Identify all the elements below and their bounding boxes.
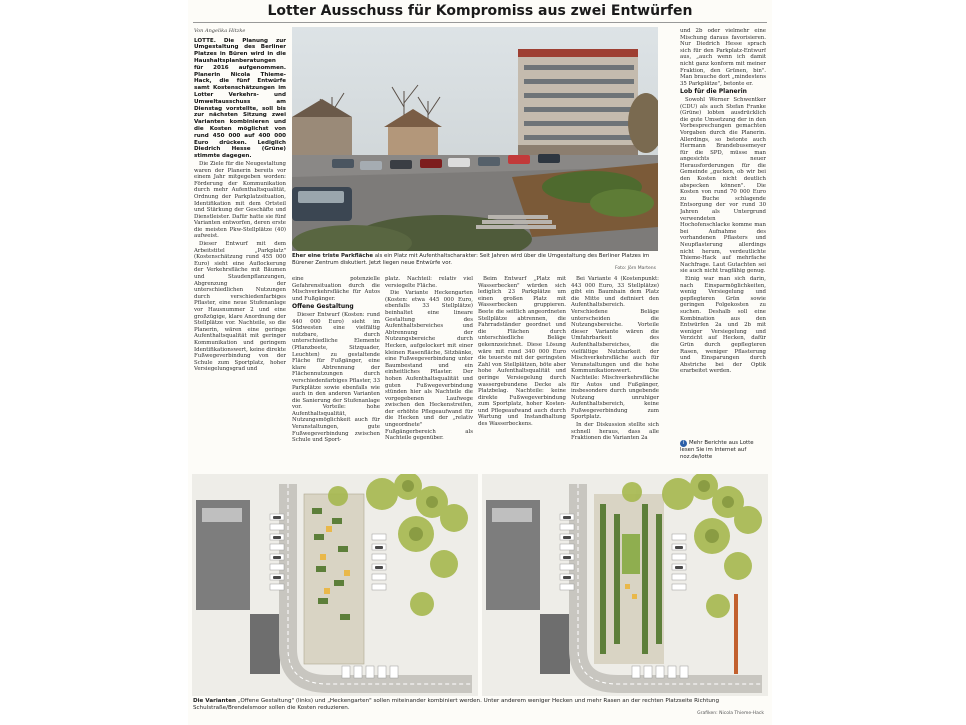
body-paragraph: Einig war man sich darin, nach Einsparmöglichkeiten, wenig Versiegelung und gepflegteren Grün sowie geringen Folgekosten zu suchen. Deshalb soll eine Kombination aus den Entwürfen 2a und 2b mit weniger Versiegelung und Verzicht auf Hecken, dafür Grün durch gepflegteren Rasen, weniger Pflasterung und Einsparungen durch Abstriche bei der Optik erarbeitet werden. [680, 275, 766, 375]
body-paragraph: In der Diskussion stellte sich schnell heraus, dass alle Fraktionen die Varianten 2a [571, 422, 659, 442]
subheading-offene-gestaltung: Offene Gestaltung [292, 303, 354, 311]
headline: Lotter Ausschuss für Kompromiss aus zwei Entwürfen [267, 3, 693, 19]
site-plan-drawing [482, 474, 768, 696]
subheading-lob: Lob für die Planerin [680, 88, 747, 96]
body-paragraph: Beim Entwurf „Platz mit Wasserbecken" würden sich lediglich 23 Parkplätze um einen großen Platz mit Wasserbecken gruppieren. Beete die seitlich angeordneten Stellplätze abtrennen, die Fahrradständer geordnet und die Flächen durch unterschiedliche Beläge gekennzeichnet. Diese Lösung wäre mit rund 340 000 Euro die teuerste mit der geringsten Zahl von Stellplätzen, böte aber hohe Aufenthaltsqualität und geringe Versiegelung durch wassergebundene Decke als Platzbelag. Nachteile: keine direkte Fußwegeverbindung zum Sportplatz, hoher Kosten- und Pflegeaufwand auch durch Wartung und Instandhaltung des Wasserbeckens. [478, 276, 566, 428]
newspaper-page [188, 0, 772, 725]
photo-caption-bold: Eher eine triste Parkfläche [292, 253, 373, 259]
plans-caption [193, 698, 767, 712]
site-plan-heckengarten [482, 474, 768, 696]
body-paragraph: Die Variante Heckengarten (Kosten: etwa 445 000 Euro, ebenfalls 33 Stellplätze) beinhaltet eine lineare Gestaltung des Aufenthaltsbereiches und Abtrennung der Nutzungsbereiche durch Hecken, aufgelockert mit einer kleinen Rasenfläche, Sitzbänke, eine Fußwegeverbindung unter Baumbestand und ein einheitliches Pflaster. Der hohen Aufenthaltsqualität und guten Fußwegeverbindung stünden hier als Nachteile die vorgegebenen Laufwege zwischen den Heckenstreifen, der erhöhte Pflegeaufwand für die Hecken und der „relativ ungeordnete" Fußgängerbereich als Nachteile gegenüber. [385, 290, 473, 442]
photo-credit: Foto: Jörn Martens [615, 266, 656, 271]
photo-caption [292, 253, 658, 266]
street-photo [292, 27, 658, 251]
column-6 [680, 28, 766, 438]
parking-lot-photo [292, 27, 658, 251]
column-3 [385, 276, 473, 468]
plans-caption-bold: Die Varianten [193, 698, 236, 704]
headline-rule [193, 22, 767, 23]
column-1 [194, 28, 286, 468]
body-paragraph: Die Ziele für die Neugestaltung waren der Planerin bereits vor einem Jahr mitgegeben worden: Förderung der Kommunikation durch mehr Aufenthaltsqualität, Ordnung der Parkplatzsituation, Identifikation mit dem Ortsteil und Stärkung der Geschäfte und Dienstleister. Dafür hatte sie fünf Varianten entworfen, deren erste die meisten Pkw-Stellplätze (40) aufweist. [194, 160, 286, 240]
photo-caption-text: als ein Platz mit Aufenthaltscharakter: Seit Jahren wird über die Umgestaltung des Berliner Platzes im Bürener Zentrum diskutiert. Jetzt liegen neue Entwürfe vor. [292, 253, 650, 266]
column-4 [478, 276, 566, 468]
column-2 [292, 276, 380, 468]
body-paragraph: Bei Variante 4 (Kostenpunkt: 443 000 Euro, 33 Stellplätze) gibt ein Baumhain dem Platz die Mitte und definiert den Aufenthaltsbereich. Verschiedene Beläge unterscheiden die Nutzungsbereiche. Vorteile dieser Variante wären die Umfahrbarkeit des Aufenthaltsbereiches, die vielfältige Nutzbarkeit der Mischverkehrsfläche auch für Veranstaltungen und die hohe Kommunikationswert. Die Nachteile: Mischverkehrsfläche für Autos und Fußgänger, insbesondere durch ungebende Nutzung unruhiger Aufenthaltsbereich, keine Fußwegeverbindung zum Sportplatz. [571, 276, 659, 421]
site-plan-offene-gestaltung [192, 474, 478, 696]
body-paragraph: platz. Nachteil: relativ viel versiegelte Fläche. [385, 276, 473, 289]
online-info-box [680, 440, 766, 460]
body-paragraph: eine potenzielle Gefahrensituation durch die Mischverkehrsfläche für Autos und Fußgänger. [292, 276, 380, 302]
plans-credit: Grafiken: Nicola Thieme-Hack [697, 711, 764, 716]
byline: Von Angelika Hitzke [194, 28, 246, 34]
body-paragraph: und 2b oder vielmehr eine Mischung daraus favorisieren. Nur Diedrich Hesse sprach sich für den Parkplatz-Entwurf aus, „auch wenn ich damit nicht ganz konform mit meiner Fraktion, den Grünen, bin". Man brauche dort „mindestens 35 Parkplätze", betonte er. [680, 28, 766, 87]
body-paragraph: Dieser Entwurf (Kosten: rund 440 000 Euro) sieht im Südwesten eine vielfältig nutzbare, durch unterschiedliche Elemente (Pflanzbeete, Sitzquader, Leuchten) zu gestaltende Fläche für Fußgänger, eine klare Abtrennung der Flächennutzungen durch verschiedenfarbiges Pflaster, 33 Parkplätze sowie ebenfalls wie auch in den anderen Varianten die Sanierung der Stufenanlage vor. Vorteile: hohe Aufenthaltsqualität, Nutzungsmöglichkeit auch für Veranstaltungen, gute Fußwegeverbindung zwischen Schule und Sport- [292, 311, 380, 444]
column-5 [571, 276, 659, 468]
lead-paragraph: LOTTE. Die Planung zur Umgestaltung des Berliner Platzes in Büren wird in die Haushaltsplanberatungen für 2016 aufgenommen. Planerin Nicola Thieme-Hack, die fünf Entwürfe samt Kostenschätzungen im Lotter Verkehrs- und Umweltausschuss am Dienstag vorstellte, soll bis zur nächsten Sitzung zwei Varianten kombinieren und die Kosten möglichst von rund 450 000 auf 400 000 Euro drücken. Lediglich Diedrich Hesse (Grüne) stimmte dagegen. [194, 37, 286, 160]
info-icon: i [680, 440, 687, 447]
body-paragraph: Dieser Entwurf mit dem Arbeitstitel „Parkplatz" (Kostenschätzung rund 455 000 Euro) sieht eine Auflockerung der Verkehrsfläche mit Bäumen und Staudenpflanzungen, Abgrenzung der unterschiedlichen Nutzungen durch verschiedenfarbiges Pflaster, eine neue Stufenanlage vor Hausnummer 2 und eine großzügige, klare Anordnung der Stellplätze vor. Nachteile, so die Planerin, wären eine geringe Aufenthaltsqualität mit geringer Kommunikation und geringem Identifikationswert, keine direkte Fußwegeverbindung von der Schule zum Sportplatz, hoher Versiegelungsgrad und [194, 241, 286, 373]
online-info-text[interactable]: Mehr Berichte aus Lotte lesen Sie im Internet auf noz.de/lotte [680, 440, 754, 460]
plans-caption-text: „Offene Gestaltung" (links) und „Heckengarten" sollen miteinander kombiniert werden. Unter anderem weniger Hecken und mehr Rasen an der rechten Platzseite Richtung Schulstraße/Brendelsmoor sollen die Kosten reduzieren. [193, 698, 720, 711]
site-plan-drawing [192, 474, 478, 696]
body-paragraph: Sowohl Werner Schwentker (CDU) als auch Stefan Franke (Grüne) lobten ausdrücklich die gute Umsetzung der in den Vorbesprechungen gemachten Vorgaben durch die Planerin. Allerdings, so betonte auch Hermann Brandebusemeyer für die SPD, müsse man angesichts neuer Herausforderungen für die Gemeinde „gucken, ob wir bei den Kosten nicht deutlich abspecken können". Die Kosten von rund 70 000 Euro zu Buche schlagende Entsorgung der vor rund 30 Jahren als Untergrund verwendeten Hochofenschlacke komme man bei Aufnahme des vorhandenen Pflasters und Neupflasterung allerdings nicht herum, verdeutlichte Thieme-Hack auf mehrfache Nachfrage. Laut Gutachten sei sie auch nicht tragfähig genug. [680, 96, 766, 275]
